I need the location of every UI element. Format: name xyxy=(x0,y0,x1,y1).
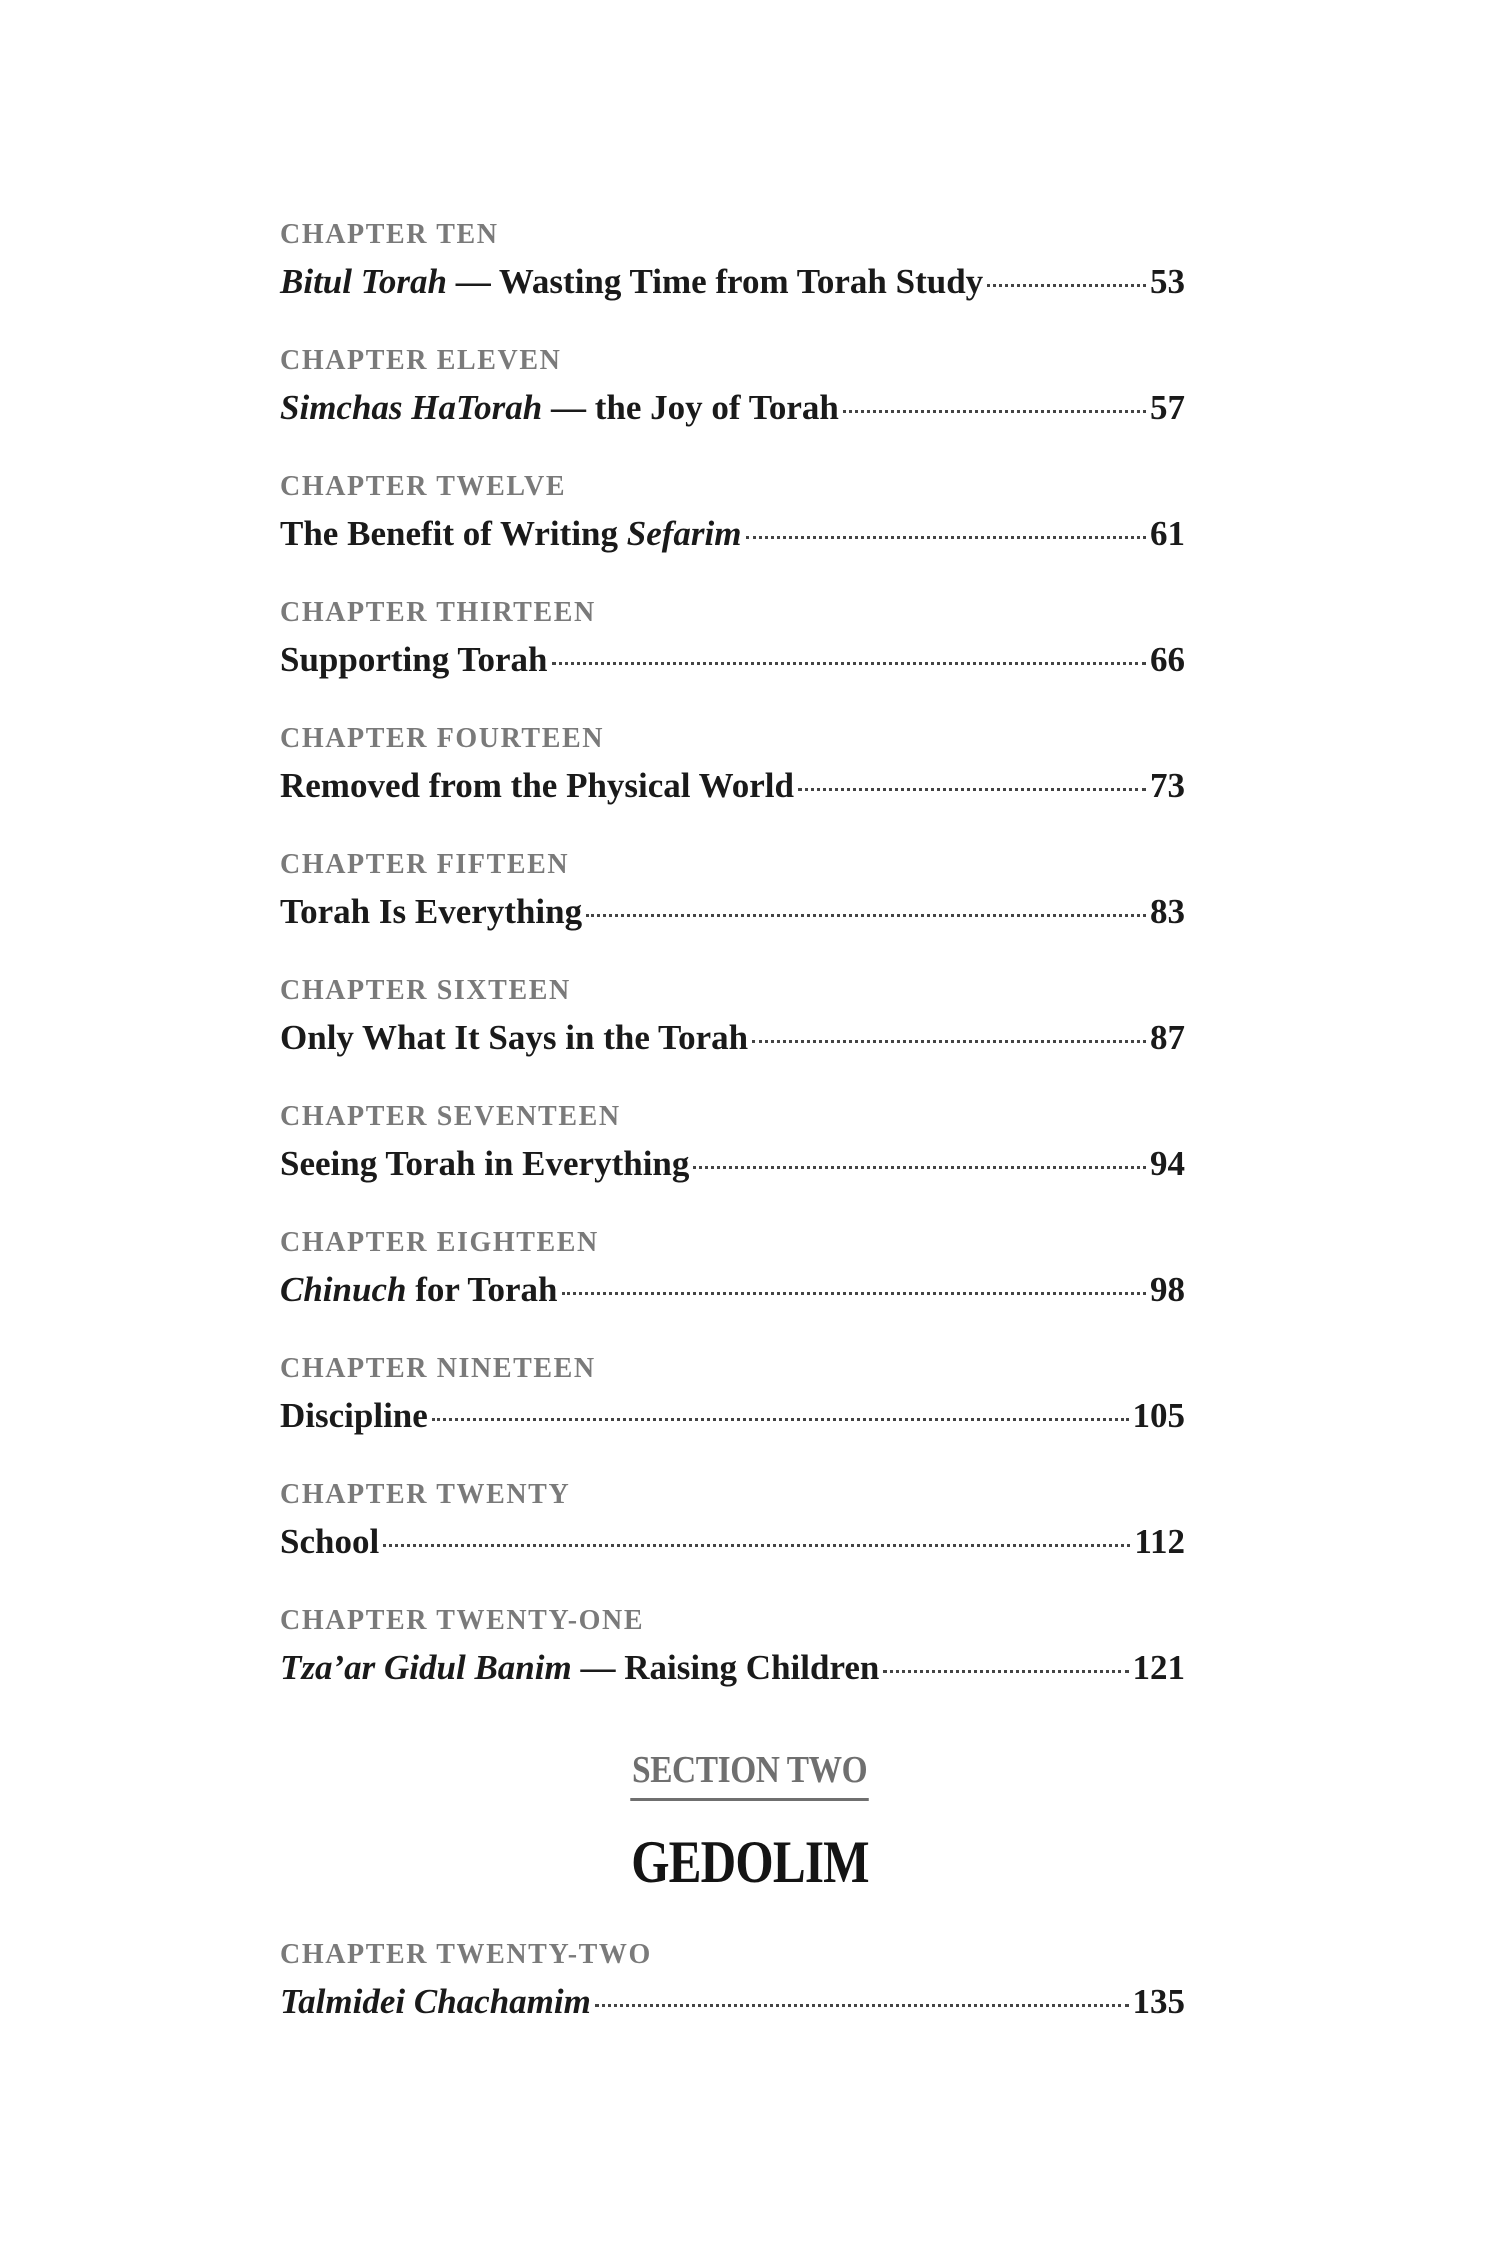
chapter-label: CHAPTER TEN xyxy=(280,219,499,250)
toc-line[interactable] xyxy=(280,1142,1185,1186)
chapter-title: Removed from the Physical World xyxy=(280,766,794,805)
page-number: 121 xyxy=(1132,1648,1185,1687)
page-number: 105 xyxy=(1132,1396,1185,1435)
chapter-title: Bitul Torah — Wasting Time from Torah Study xyxy=(280,262,984,301)
dot-leader xyxy=(746,536,1147,539)
chapter-label: CHAPTER NINETEEN xyxy=(280,1353,596,1384)
chapter-label: CHAPTER TWENTY xyxy=(280,1479,571,1510)
toc-line[interactable] xyxy=(280,890,1185,934)
toc-line[interactable] xyxy=(280,764,1185,808)
toc-entry-chapter-fifteen xyxy=(280,848,1185,934)
page-number: 112 xyxy=(1134,1522,1185,1561)
toc-line[interactable] xyxy=(280,1980,1185,2024)
dot-leader xyxy=(432,1418,1129,1421)
dot-leader xyxy=(987,284,1146,287)
toc-entry-chapter-eighteen xyxy=(280,1226,1185,1312)
chapter-title: Seeing Torah in Everything xyxy=(280,1144,690,1183)
chapter-label: CHAPTER SEVENTEEN xyxy=(280,1101,621,1132)
chapter-label: CHAPTER FIFTEEN xyxy=(280,849,570,880)
dot-leader xyxy=(383,1544,1130,1547)
chapter-label: CHAPTER TWENTY-ONE xyxy=(280,1605,645,1636)
toc-entry-chapter-twenty-one xyxy=(280,1604,1185,1690)
toc-line[interactable] xyxy=(280,386,1185,430)
chapter-title: Only What It Says in the Torah xyxy=(280,1018,749,1057)
toc-entry-chapter-sixteen xyxy=(280,974,1185,1060)
chapter-title: Simchas HaTorah — the Joy of Torah xyxy=(280,388,839,427)
section-label: SECTION TWO xyxy=(631,1748,870,1801)
page-number: 53 xyxy=(1150,262,1185,301)
toc-line[interactable] xyxy=(280,1016,1185,1060)
dot-leader xyxy=(552,662,1147,665)
chapter-title: Talmidei Chachamim xyxy=(280,1982,591,2021)
dot-leader xyxy=(798,788,1146,791)
chapter-title: Chinuch for Torah xyxy=(280,1270,558,1309)
toc-entry-chapter-twelve xyxy=(280,470,1185,556)
dot-leader xyxy=(693,1166,1146,1169)
toc-line[interactable] xyxy=(280,260,1185,304)
page-number: 135 xyxy=(1132,1982,1185,2021)
toc-line[interactable] xyxy=(280,638,1185,682)
page-number: 57 xyxy=(1150,388,1185,427)
toc-entry-chapter-ten xyxy=(280,218,1185,304)
toc-line[interactable] xyxy=(280,1520,1185,1564)
page-number: 73 xyxy=(1150,766,1185,805)
section-name: GEDOLIM xyxy=(631,1829,869,1895)
chapter-label: CHAPTER SIXTEEN xyxy=(280,975,571,1006)
chapter-label: CHAPTER EIGHTEEN xyxy=(280,1227,599,1258)
dot-leader xyxy=(843,410,1146,413)
toc-line[interactable] xyxy=(280,1646,1185,1690)
chapter-label: CHAPTER FOURTEEN xyxy=(280,723,605,754)
chapter-title: Supporting Torah xyxy=(280,640,548,679)
toc-entry-chapter-thirteen xyxy=(280,596,1185,682)
chapter-label: CHAPTER ELEVEN xyxy=(280,345,562,376)
toc-entry-chapter-seventeen xyxy=(280,1100,1185,1186)
page-number: 83 xyxy=(1150,892,1185,931)
page-number: 66 xyxy=(1150,640,1185,679)
toc-entry-chapter-nineteen xyxy=(280,1352,1185,1438)
dot-leader xyxy=(562,1292,1146,1295)
toc-line[interactable] xyxy=(280,1394,1185,1438)
page-number: 87 xyxy=(1150,1018,1185,1057)
page-number: 98 xyxy=(1150,1270,1185,1309)
dot-leader xyxy=(752,1040,1146,1043)
chapter-title: Torah Is Everything xyxy=(280,892,583,931)
toc-entry-chapter-eleven xyxy=(280,344,1185,430)
section-heading xyxy=(0,1748,1500,1895)
chapter-label: CHAPTER TWENTY-TWO xyxy=(280,1939,652,1970)
chapter-label: CHAPTER THIRTEEN xyxy=(280,597,596,628)
toc-line[interactable] xyxy=(280,512,1185,556)
chapter-title: Discipline xyxy=(280,1396,428,1435)
toc-entry-chapter-fourteen xyxy=(280,722,1185,808)
page-number: 61 xyxy=(1150,514,1185,553)
toc-entry-chapter-twenty xyxy=(280,1478,1185,1564)
dot-leader xyxy=(595,2004,1129,2007)
chapter-title: The Benefit of Writing Sefarim xyxy=(280,514,742,553)
page-number: 94 xyxy=(1150,1144,1185,1183)
dot-leader xyxy=(883,1670,1128,1673)
toc-line[interactable] xyxy=(280,1268,1185,1312)
chapter-label: CHAPTER TWELVE xyxy=(280,471,567,502)
toc-entry-chapter-twenty-two xyxy=(280,1938,1185,2024)
dot-leader xyxy=(586,914,1146,917)
chapter-title: School xyxy=(280,1522,380,1561)
chapter-title: Tza’ar Gidul Banim — Raising Children xyxy=(280,1648,880,1687)
